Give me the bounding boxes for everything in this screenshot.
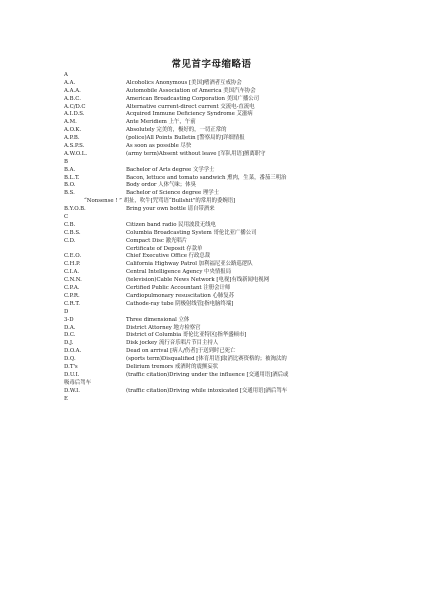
entry-definition: Ante Meridiem 上午，午前 xyxy=(126,119,196,126)
entry-abbreviation: C.D. xyxy=(64,237,76,244)
entry-abbreviation: D.W.I. xyxy=(64,387,80,394)
entry-definition: District Attorney 地方检察官 xyxy=(126,324,201,331)
entry-abbreviation: D.C. xyxy=(64,332,76,339)
entry-row xyxy=(64,151,394,159)
entry-row xyxy=(64,285,394,293)
entry-definition: Bring your own bottle 请自带酒来 xyxy=(126,206,215,213)
page-title: 常见首字母缩略语 xyxy=(171,59,252,70)
entry-definition: Body ordor 人体气味；体臭 xyxy=(126,182,196,189)
entry-definition: Alternative current-direct current 交流电-直流电 xyxy=(126,103,255,110)
entry-definition: Certificate of Deposit 存款单 xyxy=(126,245,203,252)
entry-abbreviation: A.I.D.S. xyxy=(64,111,85,118)
entry-definition: Acquired Immune Deficiency Syndrome 艾滋病 xyxy=(126,111,253,118)
entry-definition: Disk jockey 流行音乐唱片节目主持人 xyxy=(126,340,219,347)
entry-row xyxy=(64,182,394,190)
entry-definition: Bacon, lettuce and tomato sandwich 熏肉，生菜，番茄三明治 xyxy=(126,174,287,181)
entry-row xyxy=(64,135,394,143)
entry-abbreviation: C.I.A. xyxy=(64,269,80,276)
section-letter: D xyxy=(64,308,69,315)
entry-definition: Columbia Broadcasting System 哥伦比亚广播公司 xyxy=(126,229,257,236)
entry-abbreviation: D.O.A. xyxy=(64,348,82,355)
entry-abbreviation: D.A. xyxy=(64,324,76,331)
entry-abbreviation: C.N.N. xyxy=(64,277,82,284)
entry-abbreviation: A.P.B. xyxy=(64,135,80,142)
entry-definition: Compact Disc 激光唱片 xyxy=(126,237,188,244)
section-letter: B xyxy=(64,158,68,165)
entry-definition: Automobile Association of America 美国汽车协会 xyxy=(126,87,256,94)
entry-abbreviation: B.Y.O.B. xyxy=(64,206,86,213)
entry-row xyxy=(64,96,394,104)
entry-abbreviation: 3-D xyxy=(64,316,74,323)
entry-row xyxy=(64,348,394,356)
entry-row xyxy=(64,238,394,246)
entry-definition: Chief Executive Office 行政总裁 xyxy=(126,253,211,260)
entry-row xyxy=(64,119,394,127)
entry-row xyxy=(64,222,394,230)
entry-definition: (traffic citation)Driving while intoxicated [交通用语]酒后驾车 xyxy=(126,387,288,394)
entry-abbreviation: D.Q. xyxy=(64,356,76,363)
entry-row xyxy=(64,88,394,96)
entry-abbreviation: C.P.A. xyxy=(64,285,80,292)
entry-abbreviation: C.B.S. xyxy=(64,229,81,236)
entry-definition: District of Columbia 哥伦比亚特区[指华盛顿市] xyxy=(126,332,247,339)
entry-definition: California Highway Patrol 加利福尼亚公路巡逻队 xyxy=(126,261,253,268)
entry-row xyxy=(64,277,394,285)
entry-row xyxy=(64,364,394,372)
abbreviation-list xyxy=(64,72,394,403)
entry-abbreviation: B.L.T. xyxy=(64,174,80,181)
entry-definition: Cathode-ray tube 阴极射线管[指电脑终端] xyxy=(126,300,234,307)
entry-abbreviation: D.J. xyxy=(64,340,74,347)
entry-definition: Bachelor of Science degree 理学士 xyxy=(126,190,220,197)
section-letter: A xyxy=(64,72,68,78)
entry-definition: Bachelor of Arts degree 文学学士 xyxy=(126,166,215,173)
entry-row xyxy=(64,246,394,254)
entry-abbreviation: C.R.T. xyxy=(64,300,80,307)
entry-row xyxy=(64,143,394,151)
entry-abbreviation: C.E.O. xyxy=(64,253,82,260)
entry-row xyxy=(64,356,394,364)
entry-abbreviation: D.T's xyxy=(64,363,78,370)
entry-note: “Nonsense ! ” 胡扯，吹牛[咒骂语“Bullshit”的常用的委婉语] xyxy=(84,198,236,205)
entry-definition: (police)All Points Bulletin [警察局的]详细情报 xyxy=(126,135,245,142)
entry-definition: Central Intelligence Agency 中央情报局 xyxy=(126,269,232,276)
entry-definition: Delirium tremors 戒酒时的震颤妄状 xyxy=(126,363,219,370)
entry-row xyxy=(64,80,394,88)
entry-definition: Citizen band radio 民用波段无线电 xyxy=(126,221,216,228)
entry-abbreviation: A.M. xyxy=(64,119,77,126)
entry-row xyxy=(64,230,394,238)
entry-definition: As soon as possible 尽快 xyxy=(126,143,192,150)
entry-definition: (army term)Absent without leave [军队用语]擅离职守 xyxy=(126,150,266,157)
entry-row xyxy=(64,340,394,348)
entry-definition: (traffic citation)Driving under the influence [交通用语]酒后或 xyxy=(126,371,289,378)
entry-abbreviation: B.S. xyxy=(64,190,75,197)
entry-row xyxy=(64,269,394,277)
entry-abbreviation: A.S.P.S. xyxy=(64,143,85,150)
entry-definition: Absolutely 完美的，极好的，一切正常的 xyxy=(126,127,227,134)
entry-definition: Dead on arrival [病人/伤者]于送到时已死亡 xyxy=(126,348,236,355)
entry-row xyxy=(64,190,394,198)
entry-row xyxy=(64,293,394,301)
entry-definition: (sports term)Disqualified [体育用语]取消比赛资格的；被淘汰的 xyxy=(126,356,287,363)
entry-abbreviation: A.B.C. xyxy=(64,95,81,102)
entry-abbreviation: B.O. xyxy=(64,182,76,189)
entry-row xyxy=(64,372,394,380)
entry-definition: Certified Public Accountant 注册会计师 xyxy=(126,285,231,292)
entry-definition: American Broadcasting Corporation 美国广播公司 xyxy=(126,95,259,102)
section-letter: C xyxy=(64,214,69,221)
entry-row xyxy=(64,206,394,214)
entry-row xyxy=(64,175,394,183)
entry-definition: (television)Cable News Network [电视]有线新闻电视网 xyxy=(126,277,270,284)
entry-abbreviation: A.W.O.L. xyxy=(64,150,88,157)
entry-row xyxy=(64,167,394,175)
entry-definition: Three dimensional 立体 xyxy=(126,316,190,323)
section-letter: E xyxy=(64,395,68,402)
entry-row xyxy=(64,317,394,325)
entry-row xyxy=(64,111,394,119)
entry-abbreviation: A.C/D.C xyxy=(64,103,86,110)
entry-abbreviation: D.U.I. xyxy=(64,371,80,378)
entry-abbreviation: C.P.R. xyxy=(64,292,80,299)
entry-row xyxy=(64,388,394,396)
entry-row xyxy=(64,127,394,135)
entry-abbreviation: B.A. xyxy=(64,166,76,173)
entry-row xyxy=(64,301,394,309)
entry-abbreviation: A.O.K. xyxy=(64,127,82,134)
entry-definition: Cardiopulmonary resuscitation 心肺复苏 xyxy=(126,292,235,299)
entry-row xyxy=(64,332,394,340)
entry-definition: Alcoholics Anonymous [美国]嗜酒者互戒协会 xyxy=(126,79,242,86)
entry-definition-continued: 吸毒后驾车 xyxy=(64,379,91,386)
entry-abbreviation: C.B. xyxy=(64,221,76,228)
entry-abbreviation: A.A. xyxy=(64,79,76,86)
entry-abbreviation: A.A.A. xyxy=(64,87,81,94)
entry-abbreviation: C.H.P. xyxy=(64,261,81,268)
